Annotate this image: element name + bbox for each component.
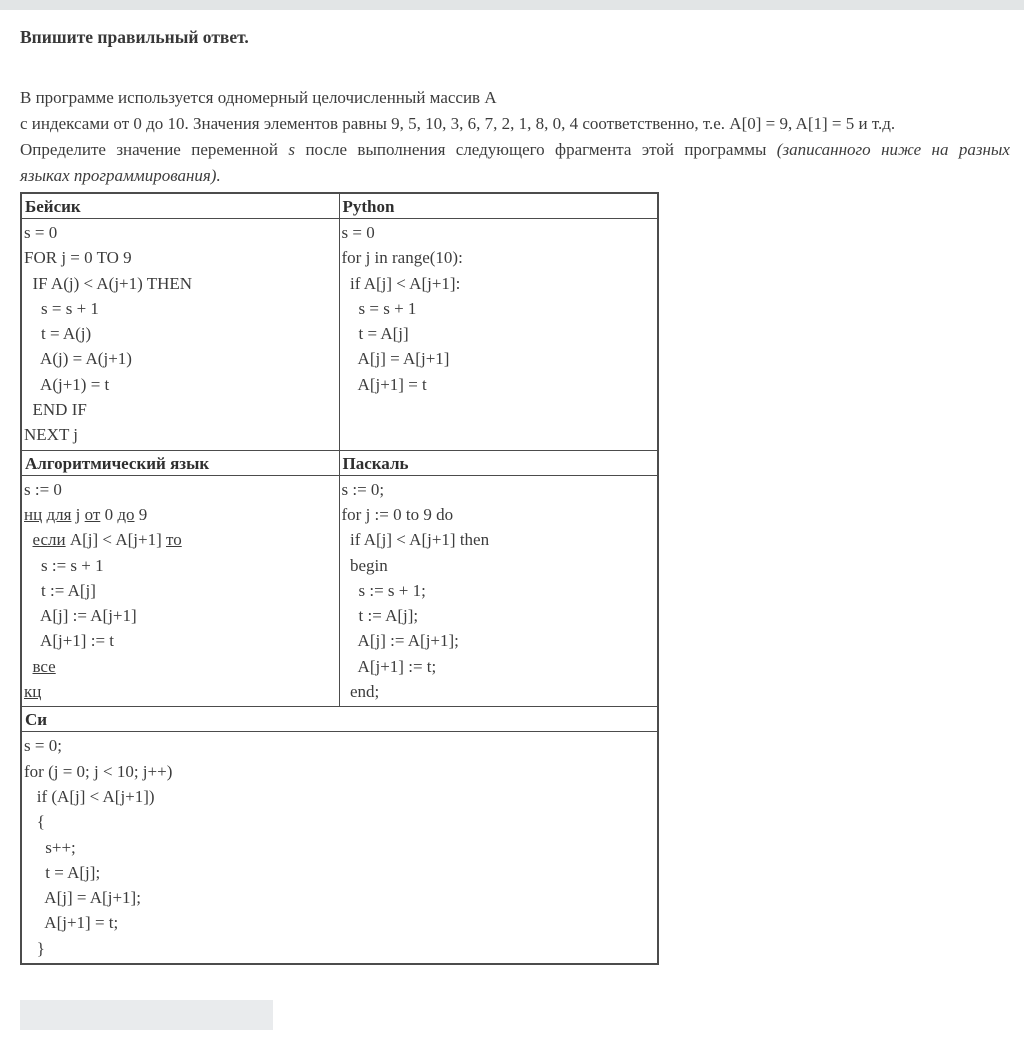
code-line: A[j+1] = t;	[24, 913, 119, 933]
code-line: t := A[j]	[24, 580, 96, 600]
code-line: нц для j от 0 до 9	[24, 504, 148, 524]
lang-header-basic: Бейсик	[21, 193, 339, 219]
code-cell-pascal	[339, 475, 658, 707]
table-row	[21, 219, 658, 451]
code-line: s = 0	[341, 223, 375, 242]
code-line: s = 0;	[24, 736, 62, 756]
statement-text: Определите значение переменной	[20, 140, 279, 159]
table-row	[21, 732, 658, 964]
code-line: A[j] := A[j+1];	[341, 631, 459, 651]
code-line: A(j) = A(j+1)	[24, 349, 132, 369]
lang-header-python: Python	[339, 193, 658, 219]
code-line: s = 0	[24, 223, 58, 242]
code-line: s = s + 1	[24, 298, 99, 318]
code-line: s = s + 1	[341, 298, 417, 318]
lang-header-pascal: Паскаль	[339, 450, 658, 475]
statement-line-4: языках программирования).	[20, 166, 221, 185]
code-line: A[j] := A[j+1]	[24, 606, 137, 626]
code-cell-algorithmic	[21, 475, 339, 707]
code-line: s := s + 1	[24, 555, 104, 575]
code-line: все	[32, 656, 56, 676]
statement-line-2: с индексами от 0 до 10. Значения элементов равны 9, 5, 10, 3, 6, 7, 2, 1, 8, 0, 4 соответственно, т.е. A[0] = 9, A[1] = 5 и т.д.	[20, 114, 896, 133]
code-line: t := A[j];	[341, 606, 419, 626]
table-row	[21, 450, 658, 475]
table-row	[21, 475, 658, 707]
code-table	[20, 192, 659, 965]
statement-text: после выполнения следующего фрагмента этой программы	[305, 140, 777, 159]
question-page	[0, 26, 1024, 1030]
code-line: A[j+1] := t;	[341, 656, 437, 676]
table-row	[21, 707, 658, 732]
code-line: s := 0	[24, 479, 62, 499]
answer-area	[20, 1000, 1005, 1030]
code-cell-python	[339, 219, 658, 451]
code-line: if A[j] < A[j+1] then	[341, 530, 490, 550]
code-line: если A[j] < A[j+1] то	[32, 530, 182, 550]
code-line: t = A[j]	[341, 324, 409, 344]
code-line: end;	[341, 682, 380, 702]
code-cell-c	[21, 732, 658, 964]
statement-italic-note: (записанного ниже на разных	[776, 140, 1010, 159]
code-line: if (A[j] < A[j+1])	[24, 786, 155, 806]
top-bar	[0, 0, 1024, 10]
code-line: END IF	[24, 400, 87, 420]
lang-header-algorithmic: Алгоритмический язык	[21, 450, 339, 475]
code-line: for j := 0 to 9 do	[341, 504, 454, 524]
code-line: for j in range(10):	[341, 248, 463, 268]
table-row	[21, 193, 658, 219]
code-line: A[j+1] = t	[341, 374, 427, 394]
statement-line-3	[20, 137, 1010, 163]
code-line: A[j] = A[j+1]	[341, 349, 450, 369]
code-line: }	[24, 938, 45, 958]
code-line: s++;	[24, 837, 76, 857]
code-line: {	[24, 812, 45, 832]
code-line: t = A[j];	[24, 862, 101, 882]
code-line: t = A(j)	[24, 324, 92, 344]
code-line: A(j+1) = t	[24, 374, 110, 394]
code-cell-basic	[21, 219, 339, 451]
code-line: for (j = 0; j < 10; j++)	[24, 761, 173, 781]
variable-s: s	[278, 140, 306, 159]
code-line: A[j+1] := t	[24, 631, 115, 651]
code-line: s := 0;	[341, 479, 385, 499]
code-line: if A[j] < A[j+1]:	[341, 273, 461, 293]
code-line: A[j] = A[j+1];	[24, 888, 141, 908]
lang-header-c: Си	[21, 707, 658, 732]
code-line: кц	[24, 682, 42, 702]
code-line: FOR j = 0 TO 9	[24, 248, 132, 268]
code-line: IF A(j) < A(j+1) THEN	[24, 273, 193, 293]
statement-line-1: В программе используется одномерный целочисленный массив А	[20, 88, 497, 107]
question-prompt: Впишите правильный ответ.	[20, 27, 249, 47]
code-line: NEXT j	[24, 425, 78, 445]
problem-statement	[20, 85, 1010, 189]
code-line: s := s + 1;	[341, 580, 426, 600]
answer-input[interactable]	[20, 1000, 273, 1030]
code-line: begin	[341, 555, 388, 575]
